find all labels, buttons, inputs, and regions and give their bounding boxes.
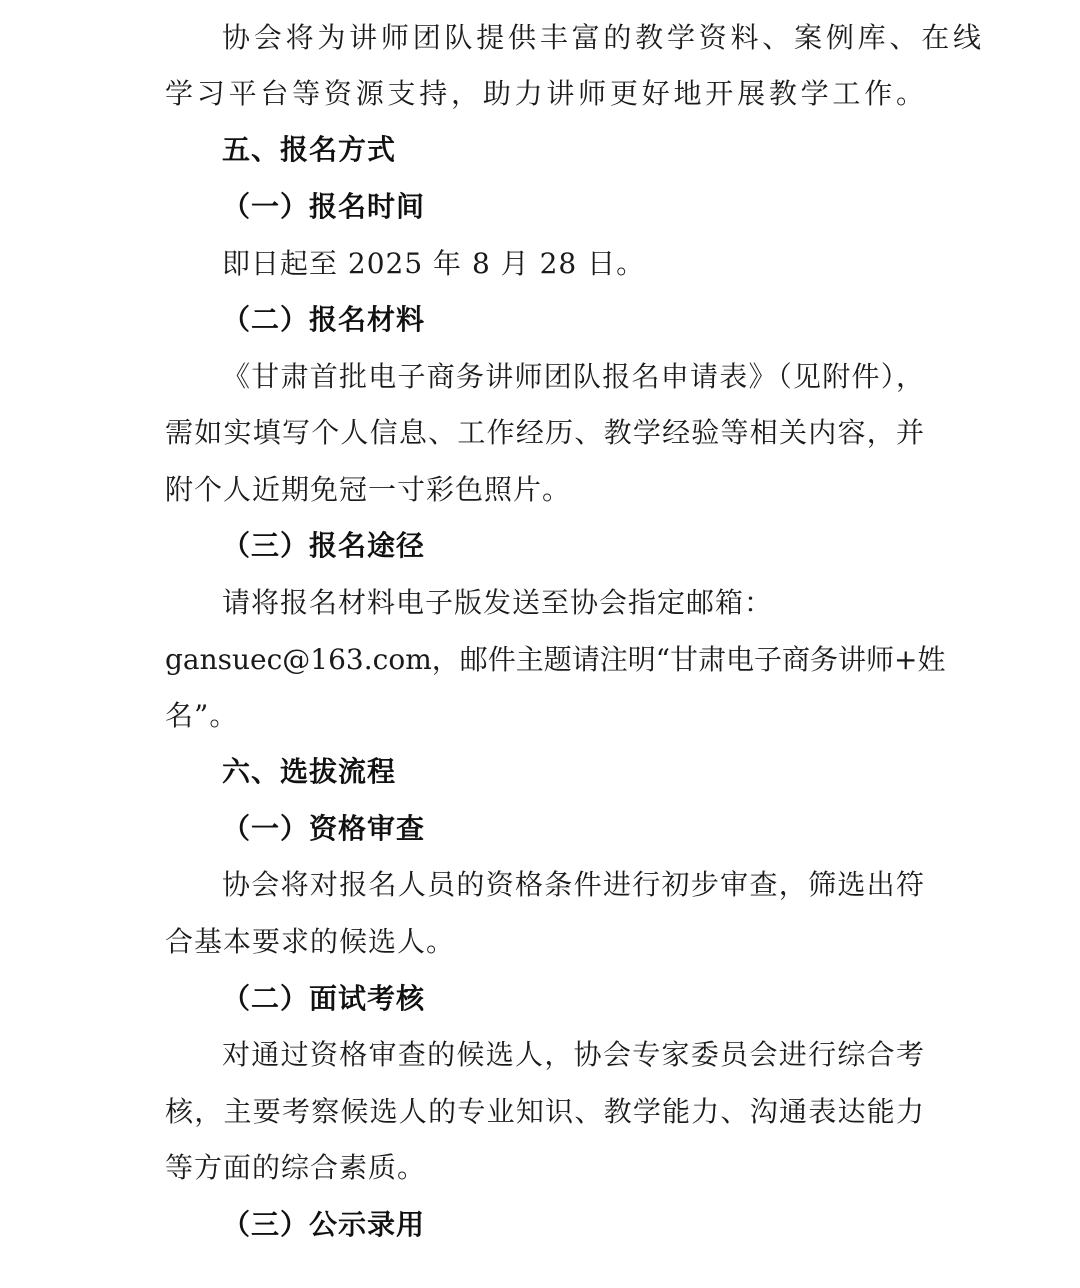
paragraph-line: 附个人近期免冠一寸彩色照片。 — [165, 473, 572, 506]
paragraph-line: 对通过资格审查的候选人，协会专家委员会进行综合考 — [222, 1038, 925, 1071]
subheading-registration-materials: （二）报名材料 — [222, 303, 426, 336]
paragraph-line: 等方面的综合素质。 — [165, 1151, 427, 1184]
subheading-qualification-review: （一）资格审查 — [222, 812, 426, 845]
section-heading-selection-process: 六、选拔流程 — [222, 755, 397, 788]
paragraph-line: 名”。 — [165, 699, 239, 732]
email-line: gansuec@163.com，邮件主题请注明“甘肃电子商务讲师+姓 — [165, 643, 946, 676]
paragraph-line: 协会将对报名人员的资格条件进行初步审查，筛选出符 — [222, 868, 925, 901]
subheading-registration-time: （一）报名时间 — [222, 190, 426, 223]
paragraph-line: 请将报名材料电子版发送至协会指定邮箱： — [222, 586, 774, 619]
paragraph-line: 协会将为讲师团队提供丰富的教学资料、案例库、在线 — [222, 21, 982, 54]
subheading-registration-channel: （三）报名途径 — [222, 529, 426, 562]
section-heading-registration: 五、报名方式 — [222, 133, 397, 166]
paragraph-line: 即日起至 2025 年 8 月 28 日。 — [222, 247, 646, 280]
paragraph-line: 需如实填写个人信息、工作经历、教学经验等相关内容，并 — [165, 416, 925, 449]
paragraph-line: 学习平台等资源支持，助力讲师更好地开展教学工作。 — [165, 77, 925, 110]
paragraph-line: 核，主要考察候选人的专业知识、教学能力、沟通表达能力 — [165, 1095, 925, 1128]
paragraph-line: 合基本要求的候选人。 — [165, 925, 456, 958]
paragraph-line: 《甘肃首批电子商务讲师团队报名申请表》（见附件）， — [222, 360, 925, 393]
subheading-publicity-hiring: （三）公示录用 — [222, 1208, 426, 1241]
subheading-interview-assessment: （二）面试考核 — [222, 982, 426, 1015]
